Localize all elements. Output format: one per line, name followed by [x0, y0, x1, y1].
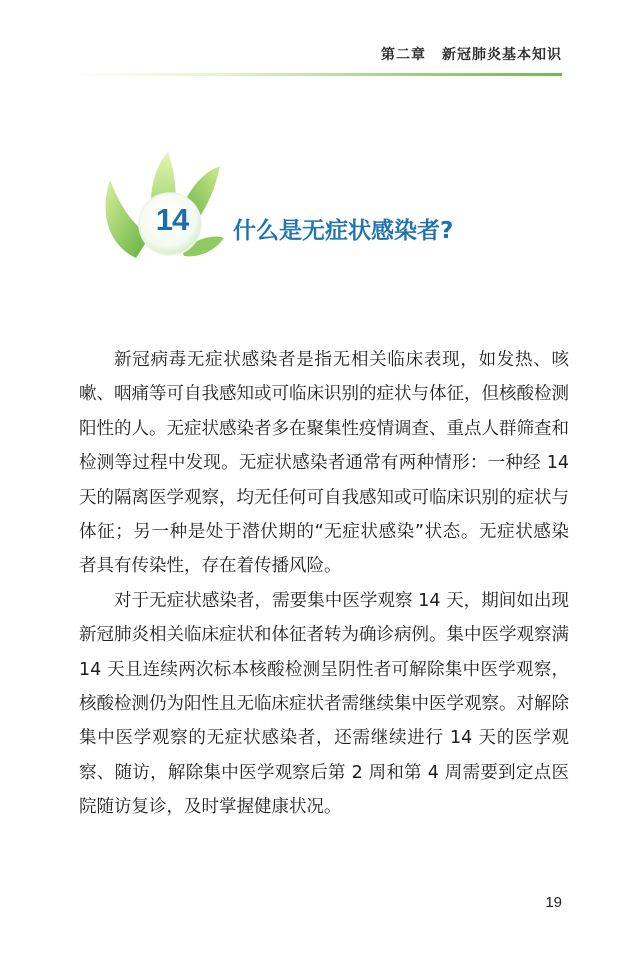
paragraph: 新冠病毒无症状感染者是指无相关临床表现，如发热、咳嗽、咽痛等可自我感知或可临床识别的症状与体征，但核酸检测阳性的人。无症状感染者多在聚集性疫情调查、重点人群筛查和检测等过程中发现。无症状感染者通常有两种情形：一种经 14 天的隔离医学观察，均无任何可自我感知或可临床识别的症状与体征；另一种是处于潜伏期的“无症状感染”状态。无症状感染者具有传染性，存在着传播风险。: [79, 350, 569, 577]
question-number: 14: [155, 202, 189, 237]
page-number: 19: [545, 894, 562, 911]
header-divider: [70, 73, 562, 76]
section-title: 新冠肺炎基本知识: [442, 47, 562, 63]
running-header: [381, 44, 562, 64]
paragraph: 对于无症状感染者，需要集中医学观察 14 天，期间如出现新冠肺炎相关临床症状和体征者转为确诊病例。集中医学观察满 14 天且连续两次标本核酸检测呈阴性者可解除集中医学观察，核酸检测仍为阳性且无临床症状者需继续集中医学观察。对解除集中医学观察的无症状感染者，还需继续进行 14 天的医学观察、随访，解除集中医学观察后第 2 周和第 4 周需要到定点医院随访复诊，及时掌握健康状况。: [79, 590, 569, 818]
body-text: [79, 343, 569, 825]
chapter-label: 第二章: [381, 47, 426, 63]
question-title: 什么是无症状感染者?: [233, 218, 454, 244]
